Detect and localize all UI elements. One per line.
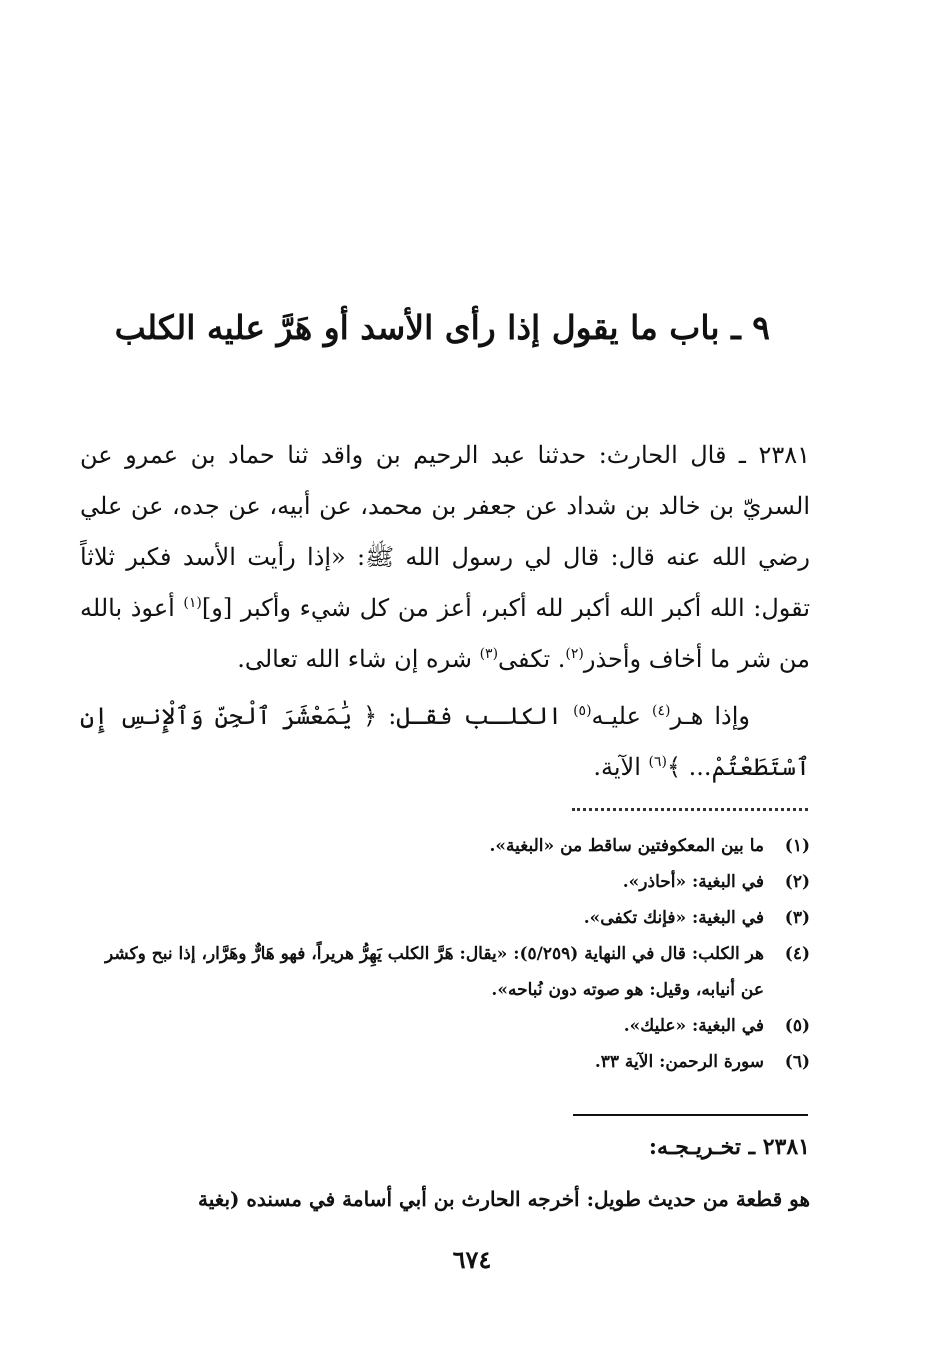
hadith-paragraph-1 — [80, 430, 810, 685]
hadith-text-part: شره إن شاء الله تعالى. — [237, 645, 480, 673]
hadith-text — [80, 430, 810, 793]
footnote-number: (٣) — [784, 908, 810, 928]
footnote-item — [80, 1044, 810, 1080]
takhrij-separator — [573, 1114, 808, 1116]
hadith-paragraph-2 — [80, 691, 810, 793]
hadith-text-part: ٢٣٨١ ـ قال الحارث: حدثنا عبد الرحيم بن واقد ثنا حماد بن عمرو عن السريّ بن خالد بن شداد عن جعفر بن محمد، عن أبيه، عن جده، عن علي رضي الله عنه قال: قال لي رسول الله ﷺ: «إذا رأيت الأسد فكبر ثلاثاً تقول: الله أكبر الله أكبر لله أكبر، أعز من كل شيء وأكبر [و] — [80, 441, 810, 622]
hadith-text-part: الآية. — [593, 753, 649, 781]
hadith-text-part: . تكفى — [498, 645, 566, 673]
footnote-number: (٤) — [784, 944, 810, 964]
footnote-text: سورة الرحمن: الآية ٣٣. — [594, 1052, 764, 1072]
footnote-item — [80, 936, 810, 1008]
hadith-text-part: أعوذ بالله من شر ما أخاف وأحذر — [80, 594, 810, 673]
footnote-item — [80, 1008, 810, 1044]
footnote-number: (١) — [784, 836, 810, 856]
footnote-ref: (١) — [183, 595, 202, 611]
hadith-text-part: عليـه — [591, 702, 652, 730]
footnote-text: ما بين المعكوفتين ساقط من «البغية». — [489, 836, 764, 856]
hadith-text-part: وإذا هـر — [670, 702, 751, 730]
footnote-ref: (٣) — [479, 646, 499, 662]
takhrij-heading: ٢٣٨١ ـ تخـريـجـه: — [648, 1134, 810, 1160]
takhrij-text: هو قطعة من حديث طويل: أخرجه الحارث بن أبي أسامة في مسنده (بغية — [198, 1187, 810, 1211]
footnotes — [80, 828, 810, 1080]
footnote-ref: (٦) — [648, 754, 667, 770]
footnote-ref: (٤) — [651, 703, 671, 719]
footnote-item — [80, 864, 810, 900]
footnote-item — [80, 900, 810, 936]
footnote-text: هر الكلب: قال في النهاية (٥/٢٥٩): «يقال: هَرَّ الكلب يَهِرُّ هريراً، فهو هَارٌّ وهَرَّار، إذا نبح وكشر عن أنيابه، وقيل: هو صوته دون نُباحه». — [105, 944, 764, 1000]
footnote-number: (٢) — [784, 872, 810, 892]
footnote-ref: (٥) — [573, 703, 592, 719]
footnote-text: في البغية: «عليك». — [623, 1016, 764, 1036]
footnote-text: في البغية: «أحاذر». — [622, 872, 764, 892]
footnote-item — [80, 828, 810, 864]
chapter-title: ٩ ـ باب ما يقول إذا رأى الأسد أو هَرَّ عليه الكلب — [114, 308, 770, 347]
footnote-separator — [572, 808, 808, 814]
footnote-number: (٥) — [784, 1016, 810, 1036]
footnote-number: (٦) — [784, 1052, 810, 1072]
footnote-ref: (٢) — [565, 646, 584, 662]
hadith-text-part: الكلـب فقـل: ﴿ يَٰمَعْشَرَ ٱلْجِنِّ وَٱلْإِنسِ إِنِ ٱسْتَطَعْتُمْ... ﴾ — [80, 702, 810, 781]
footnote-text: في البغية: «فإنك تكفى». — [583, 908, 764, 928]
page-number: ٦٧٤ — [452, 1245, 492, 1274]
